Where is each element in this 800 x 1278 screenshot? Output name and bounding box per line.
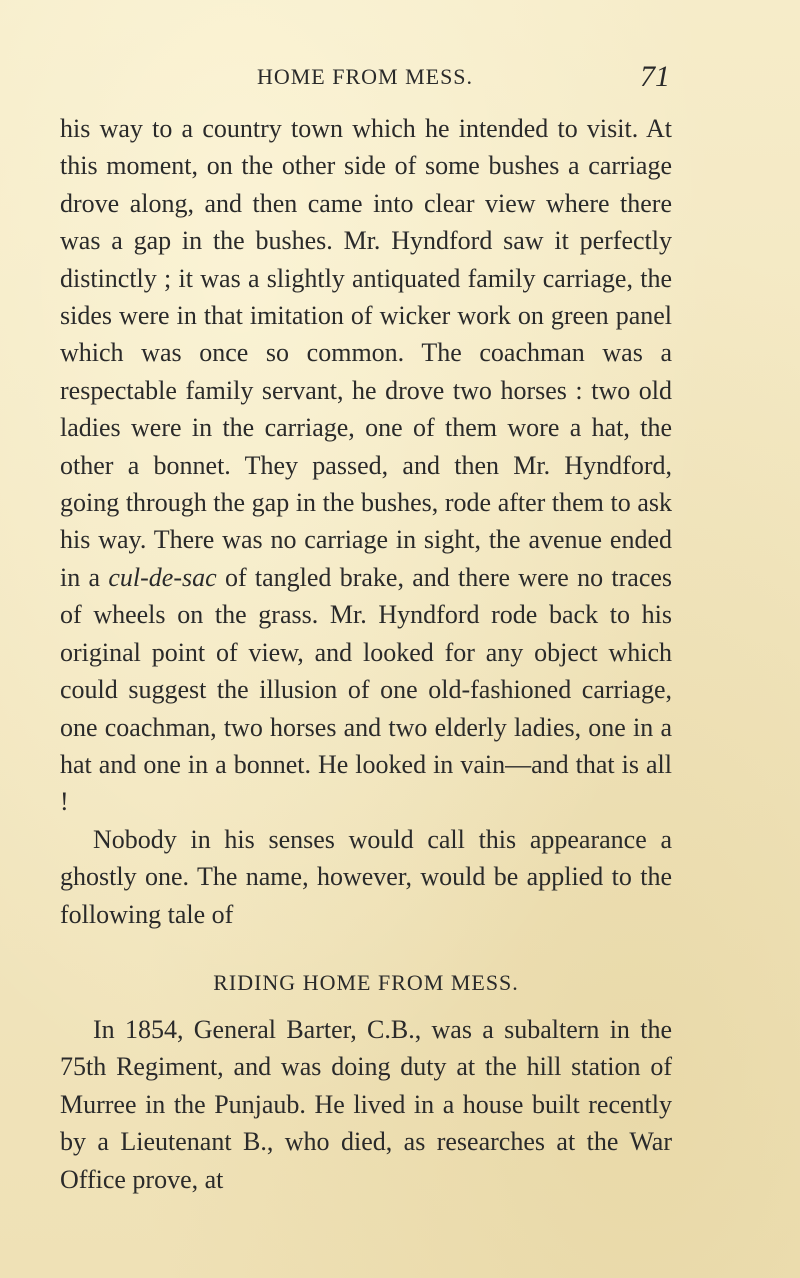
paragraph-3: In 1854, General Barter, C.B., was a subaltern in the 75th Regiment, and was doing duty at the hill station of Murree in the Punjaub. He lived in a house built recently by a Lieutenant B., who died, as researches at the War Office prove, at [60, 1014, 672, 1194]
running-title: HOME FROM MESS. [256, 64, 474, 89]
italic-term: cul-de-sac [108, 562, 217, 592]
text-body [60, 110, 672, 1198]
paragraph-continued [60, 110, 672, 821]
paragraph-text-1b: of tangled brake, and there were no traces of wheels on the grass. Mr. Hyndford rode back to his original point of view, and looked for any object which could suggest the illusion of one old-fashioned carriage, one coachman, two horses and two elderly ladies, one in a hat and one in a bonnet. He looked in vain—and that is all ! [60, 562, 673, 817]
running-header [60, 62, 670, 92]
paragraph-2: Nobody in his senses would call this appearance a ghostly one. The name, however, would be applied to the following tale of [60, 824, 672, 929]
paragraph-text-1a: his way to a country town which he intended to visit. At this moment, on the other side of some bushes a carriage drove along, and then came into clear view where there was a gap in the bushes. Mr. Hyndford saw it perfectly distinctly ; it was a slightly antiquated family carriage, the sides were in that imitation of wicker work on green panel which was once so common. The coachman was a respectable family servant, he drove two horses : two old ladies were in the carriage, one of them wore a hat, the other a bonnet. They passed, and then Mr. Hyndford, going through the gap in the bushes, rode after them to ask his way. There was no carriage in sight, the avenue ended in a [60, 114, 672, 592]
section-heading: RIDING HOME FROM MESS. [213, 969, 519, 995]
page-number: 71 [640, 60, 670, 93]
